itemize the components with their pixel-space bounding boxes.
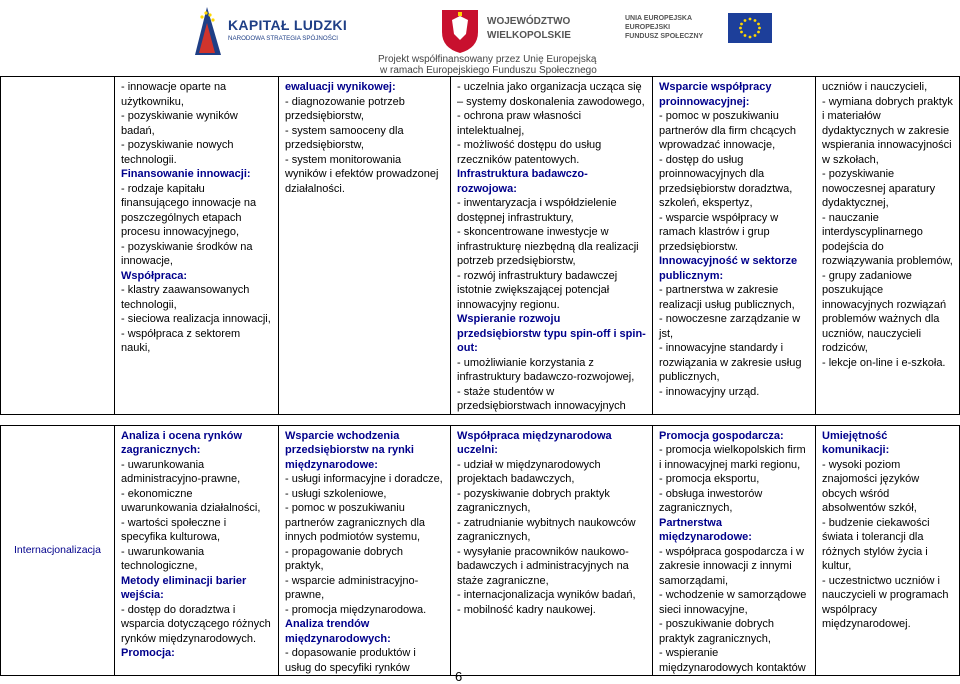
kapital-ludzki-logo bbox=[193, 5, 348, 59]
list-item: - umożliwianie korzystania z infrastruktury badawczo-rozwojowej, bbox=[457, 356, 635, 383]
list-item: - sieciowa realizacja innowacji, bbox=[121, 313, 271, 325]
list-item: - diagnozowanie potrzeb przedsiębiorstw, bbox=[285, 95, 405, 122]
table-cell bbox=[115, 77, 279, 415]
section-heading: Analiza i ocena rynków zagranicznych: bbox=[121, 429, 243, 456]
section-heading: Umiejętność komunikacji: bbox=[822, 429, 890, 456]
list-item: - dopasowanie produktów i usług do specyfiki rynków bbox=[285, 647, 416, 674]
list-item: - internacjonalizacja wyników badań, bbox=[457, 589, 636, 601]
list-item: - uczestnictwo uczniów i nauczycieli w programach wspólpracy międzynarodowej. bbox=[822, 574, 949, 630]
list-item: - budzenie ciekawości świata i tolerancji dla różnych stylów życia i kultur, bbox=[822, 516, 930, 572]
list-item: - wspieranie międzynarodowych kontaktów bbox=[659, 647, 806, 674]
list-item: - wysyłanie pracowników naukowo-badawczych i administracyjnych na staże zagraniczne, bbox=[457, 545, 629, 587]
kapital-ludzki-title: KAPITAŁ LUDZKI bbox=[228, 17, 348, 33]
list-item: - współpraca z sektorem nauki, bbox=[121, 327, 241, 354]
tagline-line1: Projekt współfinansowany przez Unię Europejską bbox=[378, 54, 597, 65]
tagline-line2: w ramach Europejskiego Funduszu Społecznego bbox=[380, 65, 597, 76]
list-item: - wysoki poziom znajomości języków obcych wśród absolwentów szkół, bbox=[822, 458, 920, 514]
table-cell bbox=[451, 77, 653, 415]
list-item: - innowacje oparte na użytkowniku, bbox=[121, 81, 227, 108]
wielkopolska-coat-of-arms-icon bbox=[440, 8, 480, 54]
list-item: - pozyskiwanie nowych technologii. bbox=[121, 139, 234, 166]
list-item: - pozyskiwanie środków na innowacje, bbox=[121, 240, 253, 267]
list-item: - udział w międzynarodowych projektach badawczych, bbox=[457, 458, 601, 485]
list-item: - uwarunkowania technologiczne, bbox=[121, 545, 205, 572]
eu-text bbox=[625, 14, 703, 41]
kapital-ludzki-subtitle: NARODOWA STRATEGIA SPÓJNOŚCI bbox=[228, 35, 339, 42]
page-number: 6 bbox=[455, 669, 463, 684]
list-item: - promocja eksportu, bbox=[659, 473, 760, 485]
section-heading: Metody eliminacji barier wejścia: bbox=[121, 574, 247, 601]
section-heading: Promocja: bbox=[121, 647, 175, 659]
list-item: - ochrona praw własności intelektualnej, bbox=[457, 110, 582, 137]
list-item: - wymiana dobrych praktyk i materiałów dydaktycznych w zakresie wspierania innowacyjności w szkołach, bbox=[822, 95, 953, 166]
list-item: - skoncentrowane inwestycje w infrastrukturę niezbędną dla realizacji potrzeb przedsiębiorstw, bbox=[457, 226, 639, 267]
list-item: - wchodzenie w samorządowe sieci innowacyjne, bbox=[659, 589, 807, 616]
list-item: - pozyskiwanie nowoczesnej aparatury dydaktycznej, bbox=[822, 168, 936, 209]
eu-flag-icon bbox=[728, 13, 772, 43]
list-item: - promocja wielkopolskich firm i innowacyjnej marki regionu, bbox=[659, 444, 806, 471]
list-item: - zatrudnianie wybitnych naukowców zagranicznych, bbox=[457, 516, 636, 543]
list-item: - staże studentów w przedsiębiorstwach innowacyjnych bbox=[457, 385, 626, 412]
list-item: - promocja międzynarodowa. bbox=[285, 603, 427, 616]
list-item: - pomoc w poszukiwaniu partnerów zagranicznych dla innych podmiotów systemu, bbox=[285, 502, 426, 543]
section-heading: Innowacyjność w sektorze publicznym: bbox=[659, 255, 798, 282]
table-spacer-row bbox=[1, 414, 960, 425]
spacer-cell bbox=[1, 414, 960, 425]
project-tagline bbox=[378, 54, 597, 76]
list-item: - propagowanie dobrych praktyk, bbox=[285, 545, 404, 572]
section-heading: Infrastruktura badawczo-rozwojowa: bbox=[457, 168, 588, 195]
list-item: - dostęp do usług proinnowacyjnych dla przedsiębiorstw doradztwa, szkoleń, ekspertyz, bbox=[659, 153, 793, 209]
list-item: - innowacyjny urząd. bbox=[659, 385, 760, 398]
table-row bbox=[1, 77, 960, 415]
row-label: Internacjonalizacja bbox=[14, 544, 101, 556]
list-item: - usługi szkoleniowe, bbox=[285, 487, 387, 500]
row-label-cell bbox=[1, 77, 115, 415]
list-item: - ekonomiczne uwarunkowania działalności, bbox=[121, 487, 261, 514]
table-cell bbox=[279, 77, 451, 415]
list-item: - uczelnia jako organizacja ucząca się – systemy doskonalenia zawodowego, bbox=[457, 81, 645, 108]
section-heading: Finansowanie innowacji: bbox=[121, 168, 251, 180]
section-heading: ewaluacji wynikowej: bbox=[285, 81, 396, 93]
eu-line1: UNIA EUROPEJSKA bbox=[625, 15, 693, 22]
section-heading: Partnerstwa międzynarodowe: bbox=[659, 516, 752, 543]
list-item: - system monitorowania wyników i efektów prowadzonej działalności. bbox=[285, 153, 439, 195]
list-item: - pomoc w poszukiwaniu partnerów dla firm chcących wprowadzać innowacje, bbox=[659, 110, 796, 151]
wojewodztwo-line1: WOJEWÓDZTWO bbox=[487, 16, 571, 27]
table-row bbox=[1, 425, 960, 676]
section-heading: Wsparcie współpracy proinnowacyjnej: bbox=[659, 81, 772, 108]
table-cell bbox=[816, 77, 960, 415]
eu-logo bbox=[625, 10, 775, 52]
row-label-cell bbox=[1, 425, 115, 676]
list-item: - pozyskiwanie wyników badań, bbox=[121, 110, 238, 137]
list-item: - uwarunkowania administracyjno-prawne, bbox=[121, 458, 241, 485]
section-heading: Analiza trendów międzynarodowych: bbox=[285, 618, 391, 645]
wojewodztwo-logo bbox=[440, 8, 580, 60]
list-item: - poszukiwanie dobrych praktyk zagranicznych, bbox=[659, 618, 774, 645]
eu-line3: FUNDUSZ SPOŁECZNY bbox=[625, 33, 704, 40]
list-item: - innowacyjne standardy i rozwiązania w zakresie usług publicznych, bbox=[659, 342, 802, 383]
list-item: - rodzaje kapitału finansującego innowacje na poszczególnych etapach procesu innowacyjnego, bbox=[121, 182, 257, 238]
table-cell bbox=[816, 425, 960, 676]
list-item: - wsparcie administracyjno-prawne, bbox=[285, 574, 419, 601]
table-cell bbox=[279, 425, 451, 676]
table-cell bbox=[653, 77, 816, 415]
strategy-table bbox=[0, 76, 960, 676]
list-item: - nowoczesne zarządzanie w jst, bbox=[659, 313, 801, 340]
section-heading: Wspieranie rozwoju przedsiębiorstw typu spin-off i spin-out: bbox=[457, 313, 646, 354]
list-item: - nauczanie interdyscyplinarnego podejścia do rozwiązywania problemów, bbox=[822, 211, 953, 267]
list-item: - dostęp do doradztwa i wsparcia dotyczącego różnych rynków międzynarodowych. bbox=[121, 603, 271, 645]
table-cell bbox=[653, 425, 816, 676]
list-item: - wsparcie współpracy w ramach klastrów i grup przedsiębiorstw. bbox=[659, 211, 779, 253]
list-item: - mobilność kadry naukowej. bbox=[457, 603, 596, 616]
section-heading: Współpraca: bbox=[121, 269, 188, 282]
list-item: - możliwość dostępu do usług rzeczników patentowych. bbox=[457, 139, 602, 166]
kapital-ludzki-emblem-icon bbox=[193, 5, 223, 57]
section-heading: Współpraca międzynarodowa uczelni: bbox=[457, 429, 612, 456]
table-cell bbox=[451, 425, 653, 676]
list-item: - pozyskiwanie dobrych praktyk zagranicznych, bbox=[457, 487, 610, 514]
list-item: - grupy zadaniowe poszukujące innowacyjnych rozwiązań problemów ważnych dla uczniów, nauczycieli rodziców, bbox=[822, 269, 947, 354]
list-item: - system samooceny dla przedsiębiorstw, bbox=[285, 124, 404, 151]
list-item: - usługi informacyjne i doradcze, bbox=[285, 473, 443, 485]
list-item: - wartości społeczne i specyfika kulturowa, bbox=[121, 516, 227, 543]
list-item: - partnerstwa w zakresie realizacji usług publicznych, bbox=[659, 284, 795, 311]
section-heading: Wsparcie wchodzenia przedsiębiorstw na rynki międzynarodowe: bbox=[285, 429, 414, 471]
list-item: uczniów i nauczycieli, bbox=[822, 81, 928, 93]
list-item: - współpraca gospodarcza i w zakresie innowacji z innymi samorządami, bbox=[659, 545, 804, 587]
list-item: - obsługa inwestorów zagranicznych, bbox=[659, 487, 763, 514]
table-cell bbox=[115, 425, 279, 676]
eu-line2: EUROPEJSKI bbox=[625, 24, 671, 31]
list-item: - rozwój infrastruktury badawczej istotnie zwiększającej potencjał innowacyjny regionu. bbox=[457, 269, 618, 311]
section-heading: Promocja gospodarcza: bbox=[659, 429, 784, 442]
list-item: - inwentaryzacja i współdzielenie dostępnej infrastruktury, bbox=[457, 197, 617, 224]
list-item: - lekcje on-line i e-szkoła. bbox=[822, 356, 946, 369]
page-header bbox=[0, 0, 960, 80]
list-item: - klastry zaawansowanych technologii, bbox=[121, 284, 250, 311]
wojewodztwo-line2: WIELKOPOLSKIE bbox=[487, 30, 571, 41]
